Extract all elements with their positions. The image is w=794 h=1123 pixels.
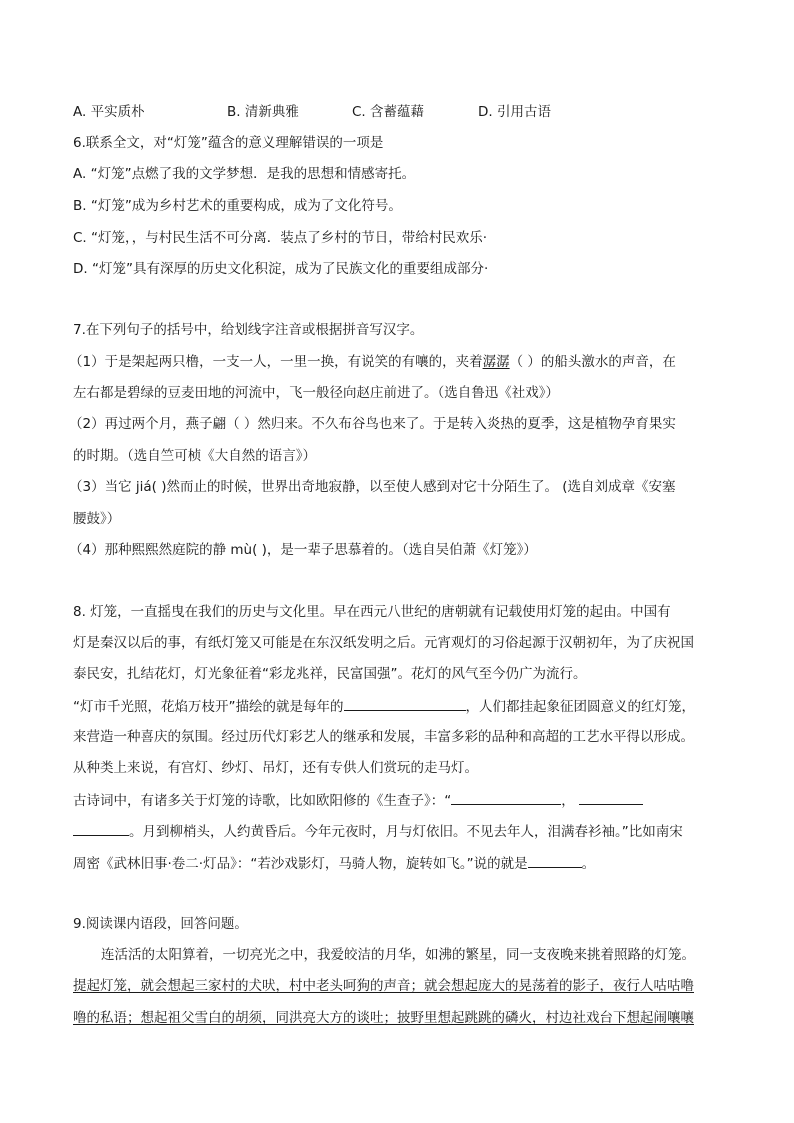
- q8-p2-text-b: ，人们都挂起象征团圆意义的红灯笼，: [465, 699, 695, 715]
- q9-passage-line2: 提起灯笼，就会想起三家村的犬吠，村中老头呵狗的声音；就会想起庞大的晃荡着的影子，夜行人咕咕噜: [73, 978, 694, 994]
- q9-passage-line3: 噜的私语；想起祖父雪白的胡须，同洪亮大方的谈吐；披野里想起跳跳的磷火，村边社戏台下想起闹嚷嚷: [73, 1010, 694, 1026]
- q6-option-c: C. “灯笼，，与村民生活不可分离．装点了乡村的节日，带给村民欢乐·: [73, 230, 488, 246]
- q8-para1-line1: 8. 灯笼，一直摇曳在我们的历史与文化里。早在西元八世纪的唐朝就有记载使用灯笼的起由。中国有: [73, 604, 671, 620]
- q8-para3-line3: [73, 853, 595, 874]
- q7-sentence-2: （2）再过两个月，燕子翩（ ）然归来。不久布谷鸟也来了。于是转入炎热的夏季，这是植物孕育果实: [69, 416, 676, 432]
- q7-s1-text-b: （ ）的船头激水的声音，在: [509, 354, 676, 370]
- q7-s1-underlined-word: 潺潺: [482, 354, 510, 370]
- q8-para1-line2: 灯是秦汉以后的事，有纸灯笼又可能是在东汉纸发明之后。元宵观灯的习俗起源于汉朝初年，为了庆祝国: [73, 635, 694, 651]
- q5-option-a: A. 平实质朴: [73, 104, 145, 120]
- q7-s2-continuation: 的时期。（选自竺可桢《大自然的语言》）: [73, 448, 316, 464]
- q7-sentence-4: （4）那种熙熙然庭院的静 mù( )，是一辈子思慕着的。（选自吴伯萧《灯笼》）: [69, 542, 537, 558]
- q7-stem: 7.在下列句子的括号中，给划线字注音或根据拼音写汉字。: [73, 322, 424, 338]
- q5-options: [73, 102, 551, 122]
- q5-option-c: C. 含蓄蕴藉: [352, 104, 425, 120]
- q7-sentence-1: [69, 352, 676, 372]
- q9-passage-line1: 连活活的太阳算着，一切亮光之中，我爱皎洁的月华，如沸的繁星，同一支夜晚来挑着照路的灯笼。: [101, 947, 695, 963]
- q6-option-a: A. “灯笼”点燃了我的文学梦想．是我的思想和情感寄托。: [73, 166, 416, 182]
- q8-para3-line2: [73, 821, 683, 842]
- q5-option-d: D. 引用古语: [478, 104, 551, 120]
- q8-blank-poem-2b[interactable]: [73, 821, 129, 836]
- q8-blank-poem-1[interactable]: [451, 790, 561, 805]
- q7-sentence-3: （3）当它 jiá( )然而止的时候，世界出奇地寂静，以至使人感到对它十分陌生了。 (选自刘成章《安塞: [69, 479, 676, 495]
- q8-para3-line1: [73, 790, 643, 811]
- q5-option-b: B. 清新典雅: [227, 104, 299, 120]
- q7-s3-continuation: 腰鼓》）: [73, 511, 121, 527]
- q8-p3-text-c: 。月到柳梢头，人约黄昏后。今年元夜时，月与灯依旧。不见去年人，泪满春衫袖。”比如南宋: [129, 824, 683, 840]
- q8-p3-text-d: 周密《武林旧事·卷二·灯品》：“若沙戏影灯，马骑人物，旋转如飞。”说的就是: [73, 856, 528, 872]
- q9-stem: 9.阅读课内语段，回答问题。: [73, 916, 248, 932]
- q8-para2-line2: 来营造一种喜庆的氛围。经过历代灯彩艺人的继承和发展，丰富多彩的品种和高超的工艺水平得以形成。: [73, 729, 694, 745]
- q8-blank-festival[interactable]: [344, 696, 466, 711]
- q8-blank-lantern-type[interactable]: [528, 853, 582, 868]
- q8-para2-line1: [73, 696, 695, 717]
- q6-stem: 6.联系全文，对“灯笼”蕴含的意义理解错误的一项是: [73, 135, 384, 151]
- q8-para1-line3: 泰民安，扎结花灯，灯光象征着“彩龙兆祥，民富国强”。花灯的风气至今仍广为流行。: [73, 666, 587, 682]
- q7-s1-continuation: 左右都是碧绿的豆麦田地的河流中，飞一般径向赵庄前进了。（选自鲁迅《社戏》）: [73, 385, 559, 401]
- q6-option-d: D. “灯笼”具有深厚的历史文化积淀，成为了民族文化的重要组成部分·: [73, 261, 489, 277]
- q8-p3-text-e: 。: [581, 856, 596, 872]
- q7-s1-text-a: （1）于是架起两只橹，一支一人，一里一换，有说笑的有嚷的，夹着: [69, 354, 483, 370]
- q8-p3-text-a: 古诗词中，有诸多关于灯笼的诗歌，比如欧阳修的《生查子》：“: [73, 793, 452, 809]
- q6-option-b: B. “灯笼”成为乡村艺术的重要构成，成为了文化符号。: [73, 198, 402, 214]
- q8-p3-comma: ，: [561, 793, 575, 809]
- q8-p2-text-a: “灯市千光照，花焰万枝开”描绘的就是每年的: [73, 699, 344, 715]
- q8-blank-poem-2a[interactable]: [579, 790, 643, 805]
- q8-para2-line3: 从种类上来说，有宫灯、纱灯、吊灯，还有专供人们赏玩的走马灯。: [73, 760, 478, 776]
